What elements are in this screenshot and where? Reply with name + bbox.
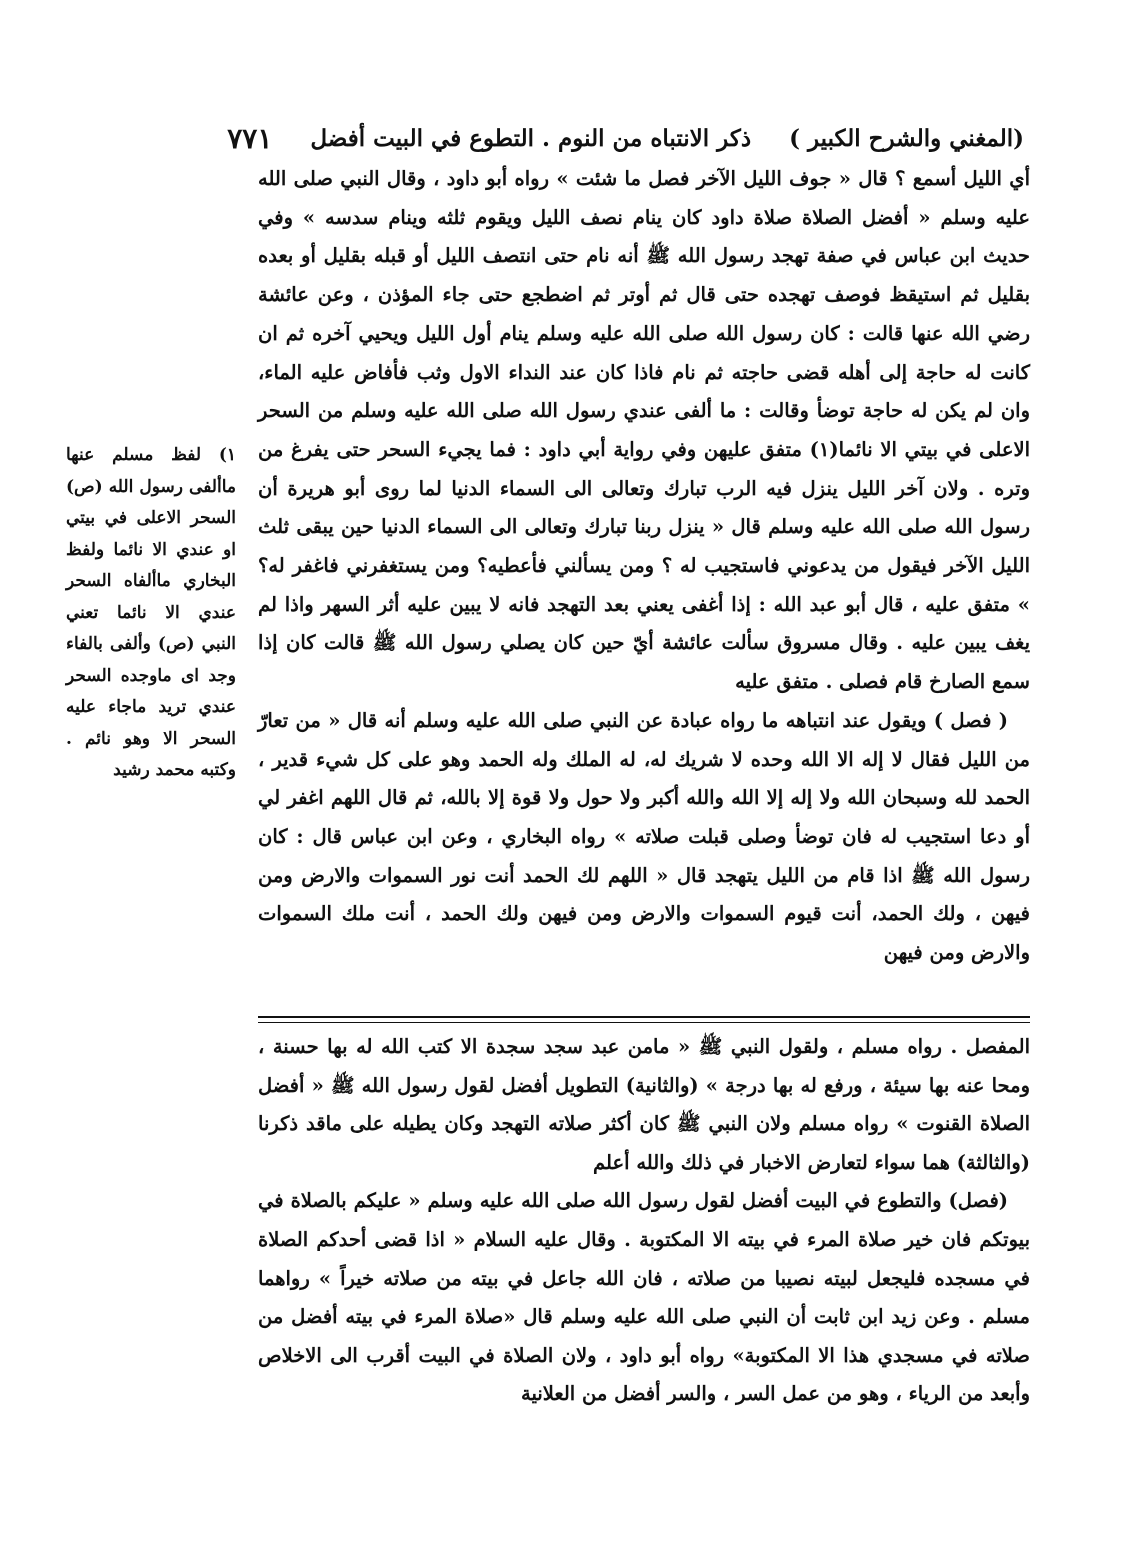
page-header — [227, 118, 1024, 158]
commentary-paragraph: المفصل . رواه مسلم ، ولقول النبي ﷺ « مامن عبد سجد سجدة الا كتب الله له بها حسنة ، ومحا عنه بها سيئة ، ورفع له بها درجة » (والثانية) التطويل أفضل لقول رسول الله ﷺ « أفضل الصلاة القنوت » رواه مسلم ولان النبي ﷺ كان أكثر صلاته التهجد وكان يطيله على ماقد ذكرنا (والثالثة) هما سواء لتعارض الاخبار في ذلك والله أعلم — [258, 1035, 1030, 1174]
book-title: (المغني والشرح الكبير ) — [789, 124, 1024, 152]
section-divider-thin — [258, 1022, 1030, 1023]
commentary-text — [258, 1028, 1030, 1414]
page-topic: ذكر الانتباه من النوم . التطوع في البيت أفضل — [310, 124, 752, 152]
margin-footnote: ١) لفظ مسلم عنها ماألفى رسول الله (ص) السحر الاعلى في بيتي او عندي الا نائما ولفظ البخاري ماألفاه السحر عندي الا نائما تعني النبي (ص) وألفى بالفاء وجد اى ماوجده السحر عندي تريد ماجاء عليه السحر الا وهو نائم . وكتبه محمد رشيد — [66, 445, 236, 780]
main-paragraph: ( فصل ) ويقول عند انتباهه ما رواه عبادة عن النبي صلى الله عليه وسلم أنه قال « من تعارّ من الليل فقال لا إله الا الله وحده لا شريك له، له الملك وله الحمد وهو على كل شيء قدير ، الحمد لله وسبحان الله ولا إله إلا الله والله أكبر ولا حول ولا قوة إلا بالله، ثم قال اللهم اغفر لي أو دعا استجيب له فان توضأ وصلى قبلت صلاته » رواه البخاري ، وعن ابن عباس قال : كان رسول الله ﷺ اذا قام من الليل يتهجد قال « اللهم لك الحمد أنت نور السموات والارض ومن فيهن ، ولك الحمد، أنت قيوم السموات والارض ومن فيهن ولك الحمد ، أنت ملك السموات والارض ومن فيهن — [258, 708, 1030, 965]
commentary-paragraph: (فصل) والتطوع في البيت أفضل لقول رسول الله صلى الله عليه وسلم « عليكم بالصلاة في بيوتكم فان خير صلاة المرء في بيته الا المكتوبة . وقال عليه السلام « اذا قضى أحدكم الصلاة في مسجده فليجعل لبيته نصيبا من صلاته ، فان الله جاعل في بيته من صلاته خيراً » رواهما مسلم . وعن زيد ابن ثابت أن النبي صلى الله عليه وسلم قال «صلاة المرء في بيته أفضل من صلاته في مسجدي هذا الا المكتوبة» رواه أبو داود ، ولان الصلاة في البيت أقرب الى الاخلاص وأبعد من الرياء ، وهو من عمل السر ، والسر أفضل من العلانية — [258, 1189, 1030, 1406]
page-number: ٧٧١ — [227, 121, 273, 155]
main-text — [258, 160, 1030, 973]
main-paragraph: أي الليل أسمع ؟ قال « جوف الليل الآخر فصل ما شئت » رواه أبو داود ، وقال النبي صلى الله عليه وسلم « أفضل الصلاة صلاة داود كان ينام نصف الليل ويقوم ثلثه وينام سدسه » وفي حديث ابن عباس في صفة تهجد رسول الله ﷺ أنه نام حتى انتصف الليل أو قبله بقليل أو بعده بقليل ثم استيقظ فوصف تهجده حتى قال ثم أوتر ثم اضطجع حتى جاء المؤذن ، وعن عائشة رضي الله عنها قالت : كان رسول الله صلى الله عليه وسلم ينام أول الليل ويحيي آخره ثم ان كانت له حاجة إلى أهله قضى حاجته ثم نام فاذا كان عند النداء الاول وثب فأفاض عليه الماء، وان لم يكن له حاجة توضأ وقالت : ما ألفى عندي رسول الله صلى الله عليه وسلم من السحر الاعلى في بيتي الا نائما(١) متفق عليهن وفي رواية أبي داود : فما يجيء السحر حتى يفرغ من وتره . ولان آخر الليل ينزل فيه الرب تبارك وتعالى الى السماء الدنيا لما روى أبو هريرة أن رسول الله صلى الله عليه وسلم قال « ينزل ربنا تبارك وتعالى الى السماء الدنيا حين يبقى ثلث الليل الآخر فيقول من يدعوني فاستجيب له ؟ ومن يسألني فأعطيه؟ ومن يستغفرني فاغفر له؟ » متفق عليه ، قال أبو عبد الله : إذا أغفى يعني بعد التهجد فانه لا يبين عليه أثر السهر واذا لم يغف يبين عليه . وقال مسروق سألت عائشة أيّ حين كان يصلي رسول الله ﷺ قالت كان إذا سمع الصارخ قام فصلى . متفق عليه — [258, 167, 1031, 694]
section-divider — [258, 1016, 1030, 1018]
